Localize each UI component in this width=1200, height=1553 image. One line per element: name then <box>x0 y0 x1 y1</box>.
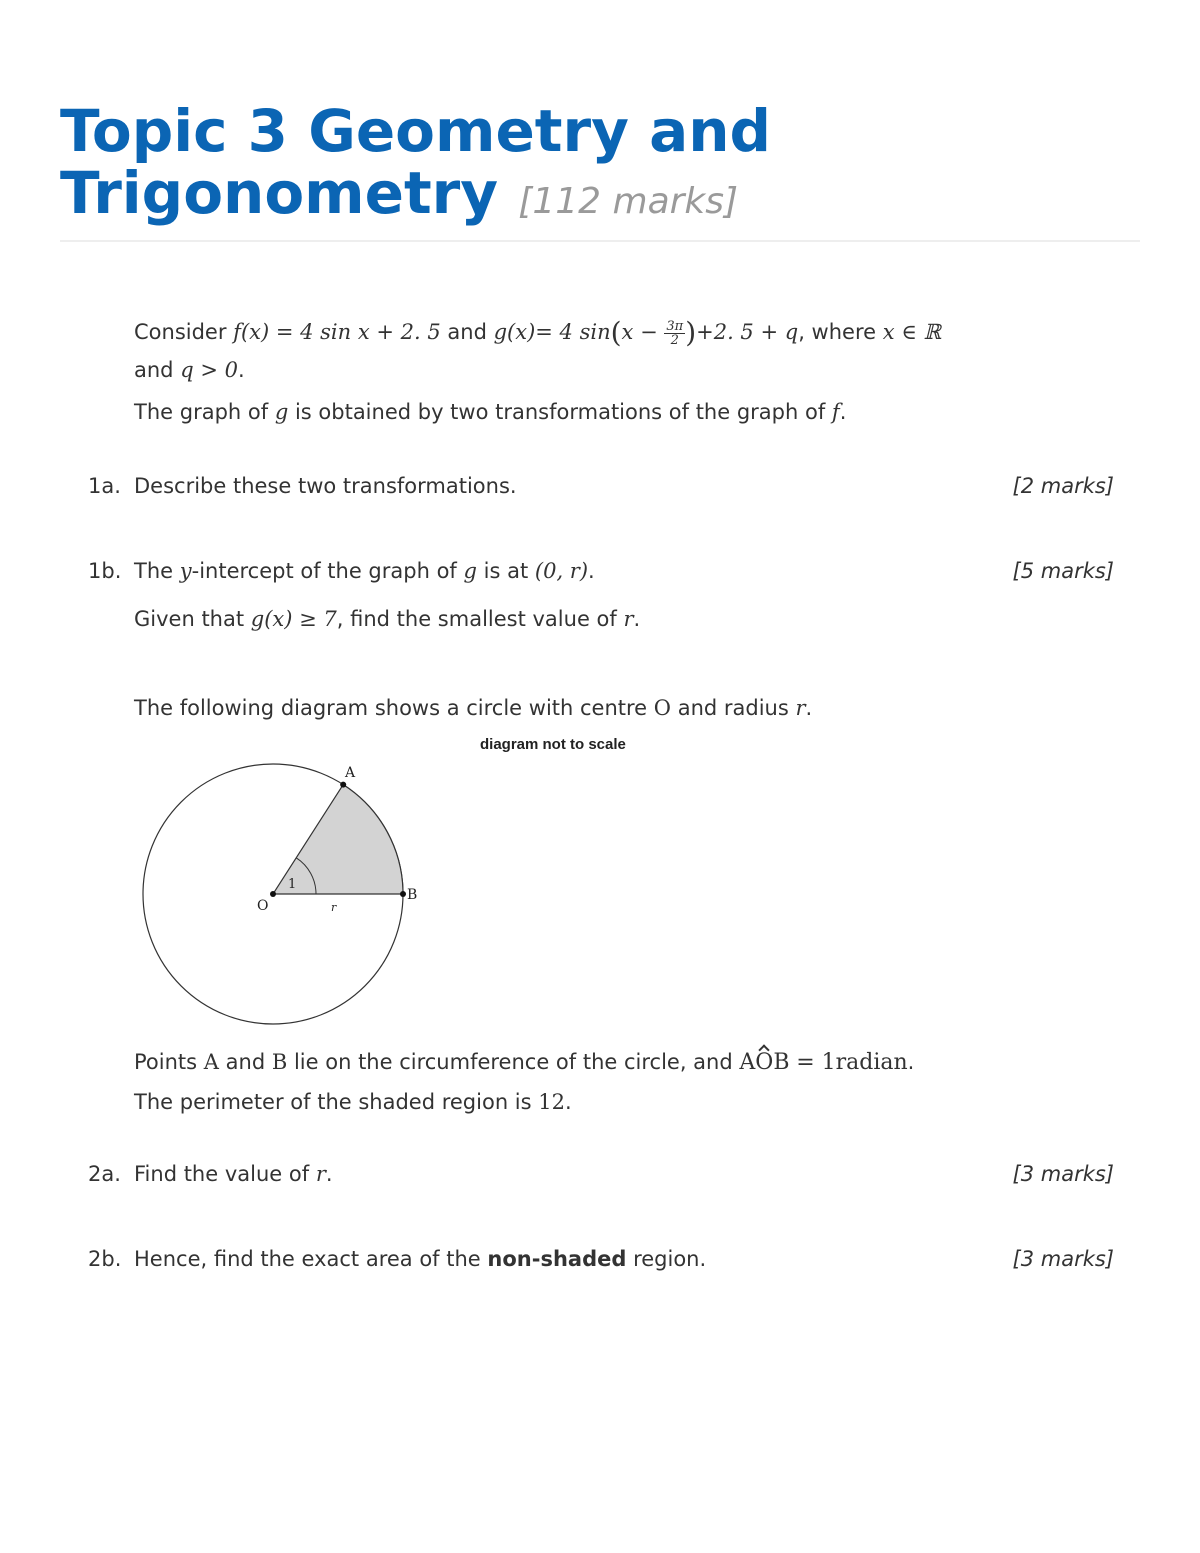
q1b-line2-r: r <box>623 607 634 631</box>
q2-points-B: B <box>271 1050 288 1074</box>
q2-angle-AOB <box>739 1050 789 1075</box>
q2b-label: 2b. <box>88 1247 122 1271</box>
q1b-inequality: g(x) ≥ 7 <box>250 607 337 631</box>
q1b-line2-c: . <box>633 607 641 631</box>
q1-q-condition: q > 0 <box>180 358 238 382</box>
page-title <box>60 97 1140 233</box>
q2-angle-eq: = 1radian <box>796 1050 908 1075</box>
q2-intro-b: and radius <box>677 696 789 720</box>
q2-intro-a: The following diagram shows a circle with centre <box>134 696 648 720</box>
q1b-line1 <box>134 557 595 585</box>
q1b-line2 <box>134 605 640 633</box>
title-marks: [112 marks] <box>518 181 739 222</box>
q1b-point: (0, r) <box>534 559 589 583</box>
q2-perimeter-c: . <box>565 1090 572 1114</box>
q2a-r: r <box>315 1162 326 1186</box>
q1-consider-text: Consider <box>134 320 227 344</box>
q1-g-close-paren: ) <box>685 316 697 349</box>
q2-intro <box>134 694 812 722</box>
q1-line3-a: The graph of <box>134 400 269 424</box>
q1-and2-text: and <box>134 358 174 382</box>
q1b-y: y <box>179 559 192 583</box>
q2-angle-O: O <box>755 1050 774 1075</box>
q1-g-left: g(x)= 4 sin <box>493 320 611 344</box>
title-divider <box>60 240 1140 242</box>
q1b-line2-a: Given that <box>134 607 245 631</box>
q1-g-fraction <box>664 320 685 347</box>
q1-frac-den: 2 <box>670 332 679 348</box>
q2-angle-A: A <box>739 1050 756 1075</box>
q1-line3-c: . <box>839 400 847 424</box>
q2a-text <box>134 1160 333 1188</box>
q2a-end: . <box>325 1162 333 1186</box>
q2-perimeter-val: 12 <box>538 1090 566 1114</box>
q1-g-rest: +2. 5 + q <box>696 320 799 344</box>
q1-line3-b: is obtained by two transformations of the graph of <box>294 400 826 424</box>
q1b-marks: [5 marks] <box>1012 559 1114 583</box>
title-text: Topic 3 Geometry and Trigonometry <box>60 97 772 227</box>
q2-intro-c: . <box>805 696 813 720</box>
q2-points-c: . <box>907 1050 915 1074</box>
label-B: B <box>407 887 418 903</box>
label-r: r <box>331 901 337 914</box>
q2b-marks: [3 marks] <box>1012 1247 1114 1271</box>
point-A <box>340 782 346 788</box>
q2-perimeter-line <box>134 1088 572 1116</box>
q2-points-a: Points <box>134 1050 198 1074</box>
q1b-label: 1b. <box>88 559 122 583</box>
q2a-text-a: Find the value of <box>134 1162 310 1186</box>
q2b-text-b: region. <box>633 1247 707 1271</box>
label-angle: 1 <box>288 877 297 892</box>
label-A: A <box>345 765 356 781</box>
q1-line3-f: f <box>831 400 840 424</box>
q1-intro-line2 <box>134 356 245 384</box>
q2a-marks: [3 marks] <box>1012 1162 1114 1186</box>
point-O <box>270 891 276 897</box>
q1-g-open-paren: ( <box>610 316 622 349</box>
diagram-note: diagram not to scale <box>480 736 626 753</box>
q1a-marks: [2 marks] <box>1012 474 1114 498</box>
q2-points-line <box>134 1048 914 1077</box>
label-O: O <box>257 898 269 914</box>
q1-g-x-minus: x − <box>621 320 658 344</box>
q2-perimeter-a: The perimeter of the shaded region is <box>134 1090 532 1114</box>
q2-intro-r: r <box>795 696 806 720</box>
q1a-text: Describe these two transformations. <box>134 474 517 498</box>
circle-sector-diagram <box>130 755 420 1030</box>
q1a-label: 1a. <box>88 474 121 498</box>
q1b-text-d: . <box>588 559 595 583</box>
q1b-line2-b: , find the smallest value of <box>336 607 617 631</box>
point-B <box>400 891 406 897</box>
q2b-text-a: Hence, find the exact area of the <box>134 1247 481 1271</box>
q1-intro-line3 <box>134 398 846 426</box>
q2-intro-O: O <box>653 696 672 720</box>
q1-and-text: and <box>447 320 487 344</box>
q1-f-definition: f(x) = 4 sin x + 2. 5 <box>233 320 441 344</box>
q1-line3-g: g <box>274 400 289 424</box>
q1b-text-a: The <box>134 559 174 583</box>
q2-angle-O-hat <box>755 1049 773 1077</box>
q1b-text-b: -intercept of the graph of <box>191 559 457 583</box>
q1-frac-num: 3π <box>666 318 684 334</box>
q2b-text-bold: non-shaded <box>487 1247 627 1271</box>
q1-period: . <box>237 358 245 382</box>
q2-points-and: and <box>225 1050 266 1074</box>
q1b-text-c: is at <box>483 559 529 583</box>
q2a-label: 2a. <box>88 1162 121 1186</box>
q2-points-b: lie on the circumference of the circle, and <box>293 1050 733 1074</box>
q1-intro-line1 <box>134 318 941 347</box>
q1-where-text: , where <box>798 320 877 344</box>
q1-domain: x ∈ ℝ <box>882 320 941 344</box>
q2-angle-B: B <box>773 1050 790 1075</box>
q1b-g: g <box>463 559 477 583</box>
q2-points-A: A <box>203 1050 219 1074</box>
q2b-text <box>134 1245 706 1273</box>
